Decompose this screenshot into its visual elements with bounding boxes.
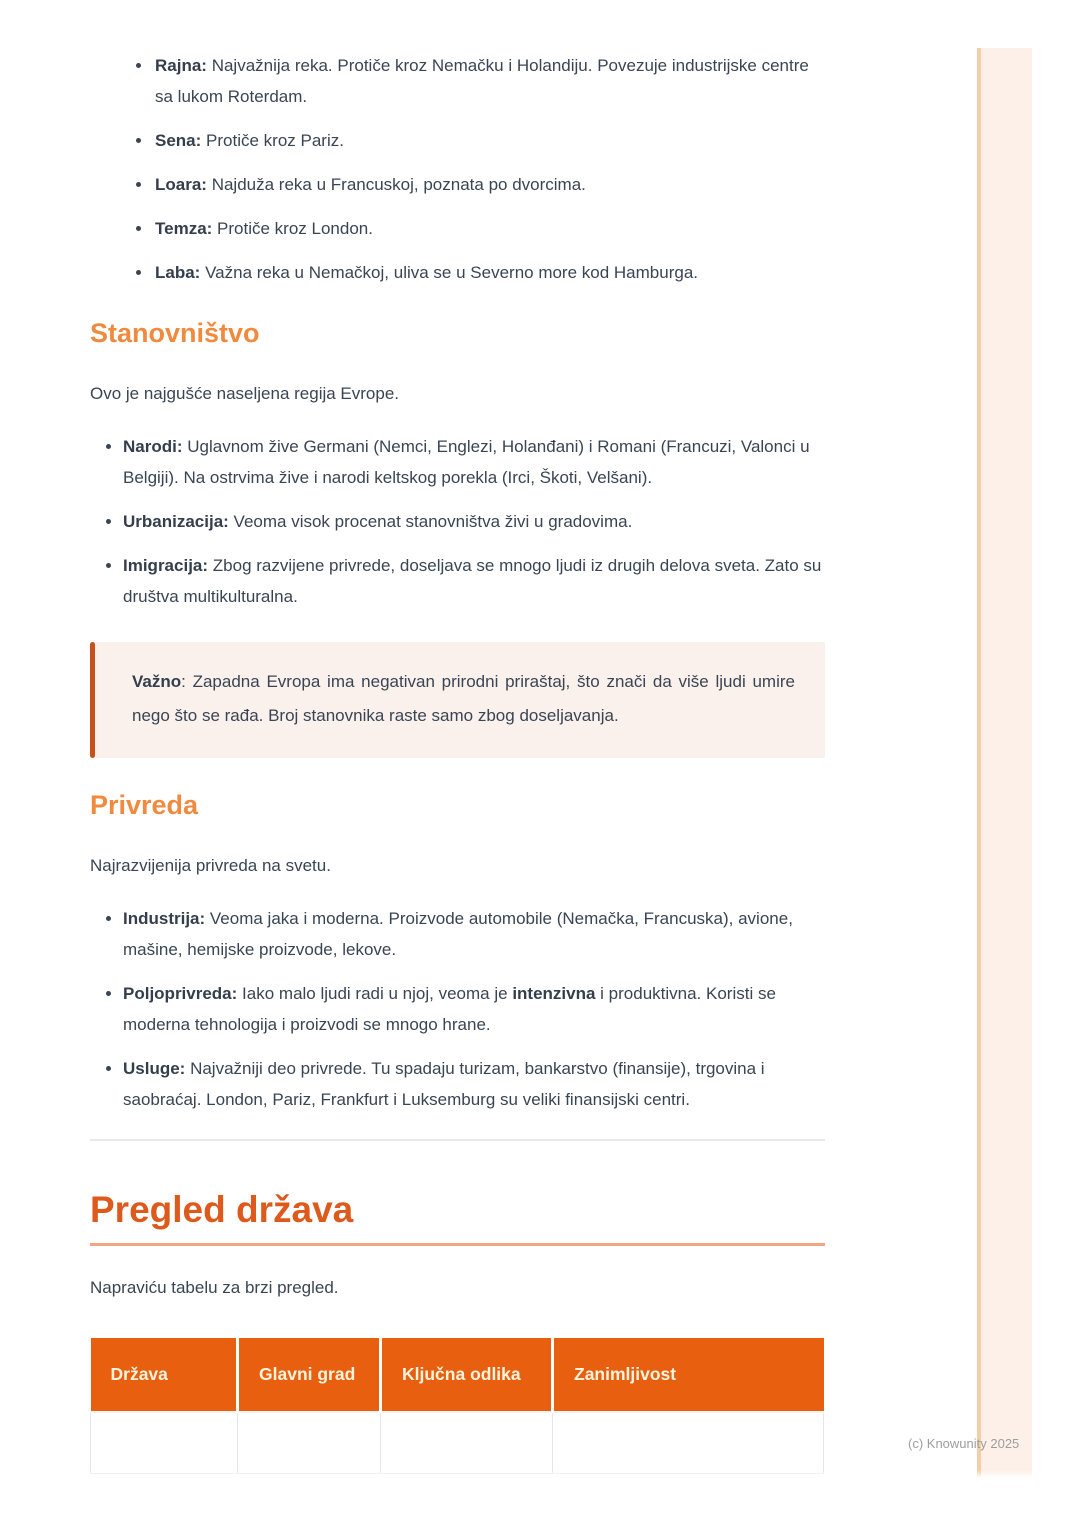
callout-paragraph bbox=[132, 665, 795, 733]
population-list-item bbox=[90, 431, 825, 493]
callout-accent-bar bbox=[90, 642, 95, 758]
bullet-icon bbox=[106, 563, 111, 568]
item-text: Iako malo ljudi radi u njoj, veoma je bbox=[242, 984, 508, 1003]
population-list-item bbox=[90, 550, 825, 612]
column-header-drzava: Država bbox=[91, 1338, 238, 1412]
bullet-icon bbox=[106, 519, 111, 524]
economy-list-item bbox=[90, 978, 825, 1040]
river-name-label: Sena: bbox=[155, 131, 202, 150]
item-text: Veoma jaka i moderna. Proizvode automobile (Nemačka, Francuska), avione, mašine, hemijske proizvode, lekove. bbox=[123, 909, 793, 959]
bullet-icon bbox=[136, 63, 141, 68]
river-description: Važna reka u Nemačkoj, uliva se u Severno more kod Hamburga. bbox=[205, 263, 699, 282]
title-underline bbox=[90, 1243, 825, 1246]
item-text: i produktivna. Koristi se moderna tehnologija i proizvodi se mnogo hrane. bbox=[123, 984, 776, 1034]
column-header-zanimljivost: Zanimljivost bbox=[553, 1338, 824, 1412]
bullet-icon bbox=[106, 444, 111, 449]
river-list-item bbox=[90, 213, 825, 244]
item-label: Narodi: bbox=[123, 437, 183, 456]
population-list bbox=[90, 431, 825, 612]
table-cell-empty bbox=[553, 1412, 824, 1474]
river-list-item bbox=[90, 257, 825, 288]
table-header-row bbox=[91, 1338, 824, 1412]
item-label: Usluge: bbox=[123, 1059, 186, 1078]
copyright-text: (c) Knowunity 2025 bbox=[908, 1436, 1020, 1451]
river-description: Protiče kroz Pariz. bbox=[206, 131, 344, 150]
section-heading-privreda: Privreda bbox=[90, 790, 199, 820]
countries-table bbox=[90, 1338, 824, 1474]
river-list-item bbox=[90, 125, 825, 156]
bullet-icon bbox=[136, 270, 141, 275]
bullet-icon bbox=[136, 182, 141, 187]
economy-intro: Najrazvijenija privreda na svetu. bbox=[90, 856, 331, 875]
item-label: Imigracija: bbox=[123, 556, 209, 575]
bottom-fade-overlay bbox=[0, 1478, 1080, 1528]
table-cell-empty bbox=[381, 1412, 553, 1474]
river-list-item bbox=[90, 169, 825, 200]
table-row bbox=[91, 1412, 824, 1474]
item-text: Veoma visok procenat stanovništva živi u gradovima. bbox=[233, 512, 633, 531]
river-name-label: Laba: bbox=[155, 263, 201, 282]
population-intro: Ovo je najgušće naseljena regija Evrope. bbox=[90, 384, 400, 403]
important-callout bbox=[90, 642, 825, 758]
economy-list-item bbox=[90, 1053, 825, 1115]
bullet-icon bbox=[106, 991, 111, 996]
bullet-icon bbox=[106, 916, 111, 921]
callout-label: Važno bbox=[132, 672, 182, 691]
economy-list bbox=[90, 903, 825, 1115]
rivers-list bbox=[90, 50, 825, 288]
river-description: Najduža reka u Francuskoj, poznata po dvorcima. bbox=[211, 175, 586, 194]
section-divider bbox=[90, 1139, 825, 1141]
countries-table-header bbox=[91, 1338, 824, 1412]
item-bold-word: intenzivna bbox=[512, 984, 596, 1003]
river-name-label: Temza: bbox=[155, 219, 213, 238]
river-description: Protiče kroz London. bbox=[217, 219, 373, 238]
river-name-label: Loara: bbox=[155, 175, 207, 194]
river-description: Najvažnija reka. Protiče kroz Nemačku i Holandiju. Povezuje industrijske centre sa lukom Roterdam. bbox=[155, 56, 809, 106]
item-label: Urbanizacija: bbox=[123, 512, 229, 531]
side-accent-strip bbox=[977, 48, 1032, 1478]
item-text: Uglavnom žive Germani (Nemci, Englezi, Holanđani) i Romani (Francuzi, Valonci u Belgiji). Na ostrvima žive i narodi keltskog porekla (Irci, Škoti, Velšani). bbox=[123, 437, 810, 487]
item-label: Industrija: bbox=[123, 909, 206, 928]
column-header-kljucna-odlika: Ključna odlika bbox=[381, 1338, 553, 1412]
callout-text: : Zapadna Evropa ima negativan prirodni priraštaj, što znači da više ljudi umire nego što se rađa. Broj stanovnika raste samo zbog doseljavanja. bbox=[132, 672, 795, 725]
overview-intro: Napraviću tabelu za brzi pregled. bbox=[90, 1278, 339, 1297]
page-title: Pregled država bbox=[90, 1189, 354, 1230]
river-list-item bbox=[90, 50, 825, 112]
section-heading-stanovnistvo: Stanovništvo bbox=[90, 318, 260, 348]
table-cell-empty bbox=[91, 1412, 238, 1474]
document-content bbox=[90, 0, 825, 1474]
economy-list-item bbox=[90, 903, 825, 965]
river-name-label: Rajna: bbox=[155, 56, 207, 75]
bullet-icon bbox=[136, 226, 141, 231]
item-label: Poljoprivreda: bbox=[123, 984, 238, 1003]
population-list-item bbox=[90, 506, 825, 537]
column-header-glavni-grad: Glavni grad bbox=[238, 1338, 381, 1412]
bullet-icon bbox=[106, 1066, 111, 1071]
table-cell-empty bbox=[238, 1412, 381, 1474]
bullet-icon bbox=[136, 138, 141, 143]
item-text: Zbog razvijene privrede, doseljava se mnogo ljudi iz drugih delova sveta. Zato su društva multikulturalna. bbox=[123, 556, 822, 606]
item-text: Najvažniji deo privrede. Tu spadaju turizam, bankarstvo (finansije), trgovina i saobraćaj. London, Pariz, Frankfurt i Luksemburg su veliki finansijski centri. bbox=[123, 1059, 765, 1109]
